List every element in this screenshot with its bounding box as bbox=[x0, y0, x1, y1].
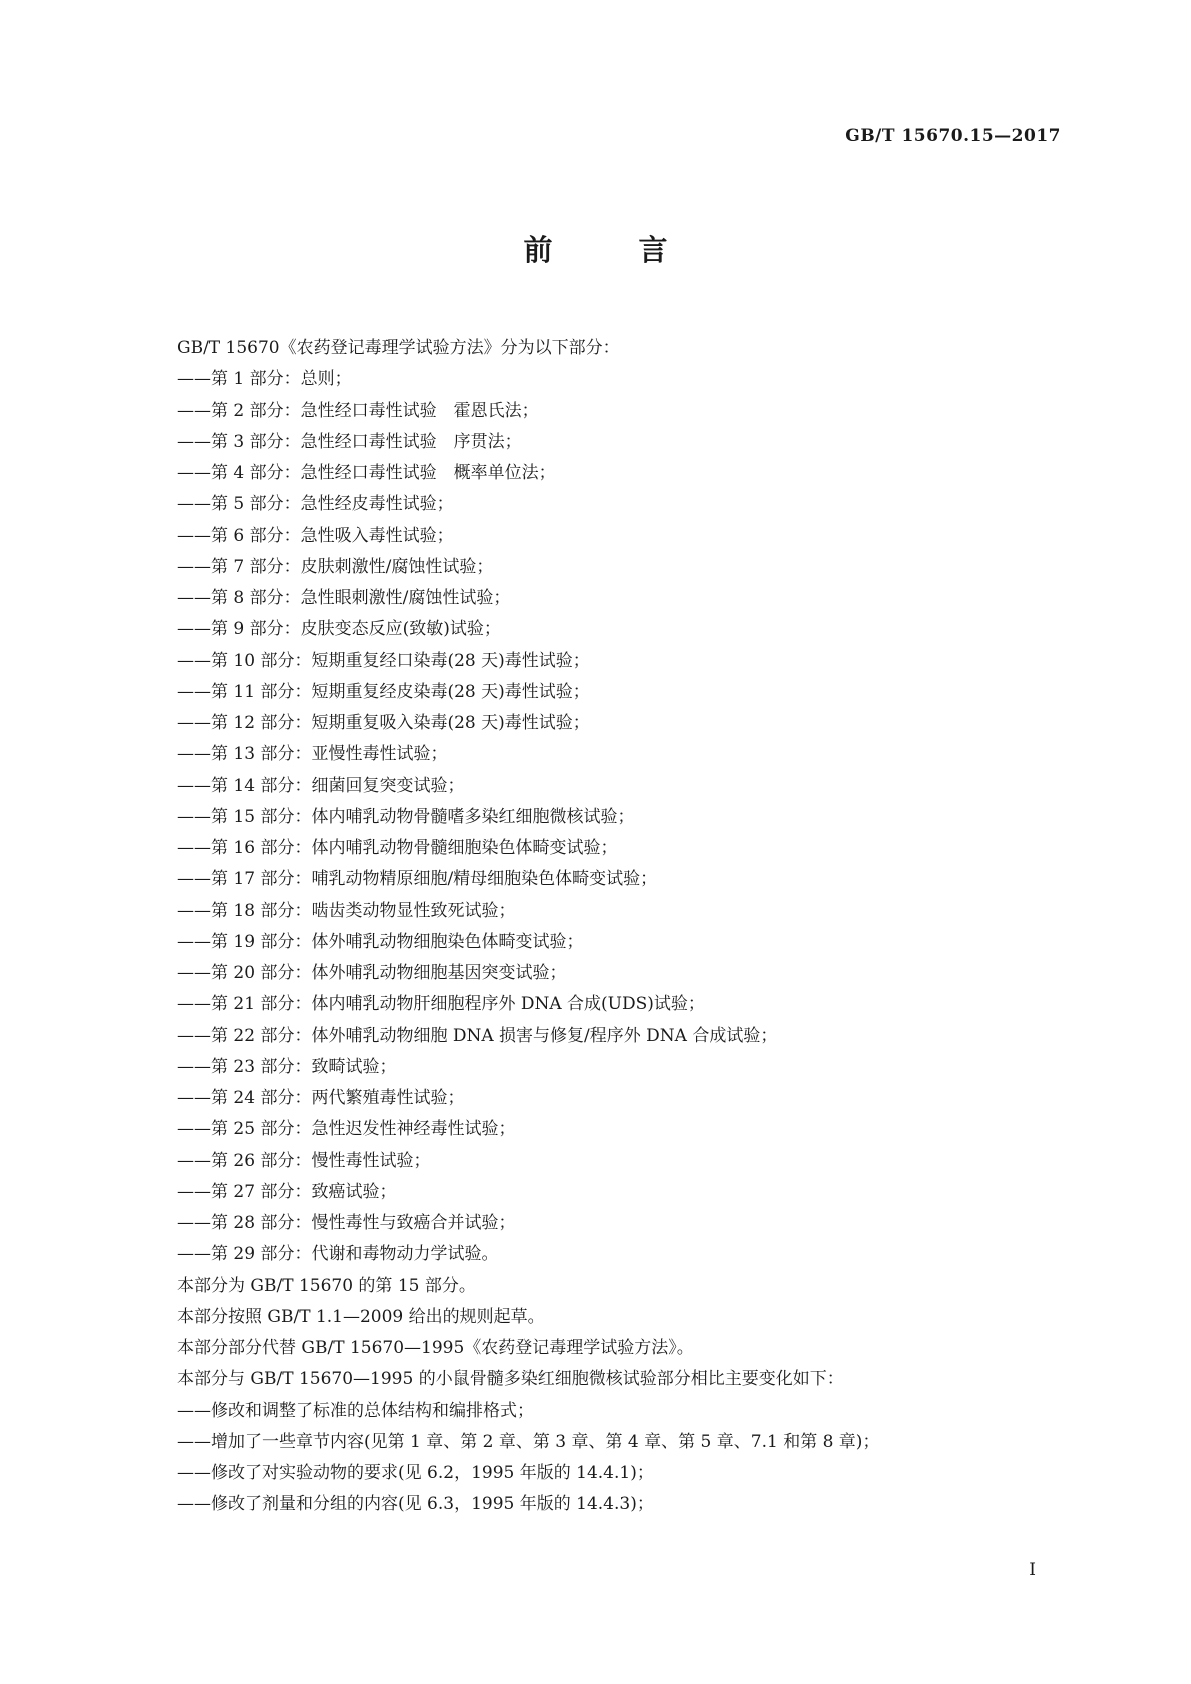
list-item: ——第 19 部分：体外哺乳动物细胞染色体畸变试验； bbox=[177, 931, 584, 952]
list-item: ——第 17 部分：哺乳动物精原细胞/精母细胞染色体畸变试验； bbox=[177, 869, 658, 890]
list-item: ——第 9 部分：皮肤变态反应(致敏)试验； bbox=[177, 619, 501, 640]
list-item: ——第 23 部分：致畸试验； bbox=[177, 1056, 397, 1077]
list-item: ——第 2 部分：急性经口毒性试验 霍恩氏法； bbox=[177, 400, 539, 421]
list-item: ——修改了剂量和分组的内容(见 6.3，1995 年版的 14.4.3)； bbox=[177, 1494, 654, 1515]
list-item: ——第 24 部分：两代繁殖毒性试验； bbox=[177, 1088, 465, 1108]
page-number: I bbox=[1029, 1560, 1036, 1580]
list-item: ——第 22 部分：体外哺乳动物细胞 DNA 损害与修复/程序外 DNA 合成试验； bbox=[177, 1025, 778, 1046]
list-item: ——第 12 部分：短期重复吸入染毒(28 天)毒性试验； bbox=[177, 713, 590, 733]
list-item: ——第 10 部分：短期重复经口染毒(28 天)毒性试验； bbox=[177, 650, 590, 671]
list-item: ——第 20 部分：体外哺乳动物细胞基因突变试验； bbox=[177, 963, 567, 983]
list-item: ——第 27 部分：致癌试验； bbox=[177, 1181, 397, 1202]
list-item: ——第 11 部分：短期重复经皮染毒(28 天)毒性试验； bbox=[177, 681, 590, 702]
list-item: ——第 8 部分：急性眼刺激性/腐蚀性试验； bbox=[177, 588, 511, 608]
list-item: ——第 29 部分：代谢和毒物动力学试验。 bbox=[177, 1244, 499, 1265]
list-item: ——第 28 部分：慢性毒性与致癌合并试验； bbox=[177, 1213, 516, 1233]
paragraph: GB/T 15670《农药登记毒理学试验方法》分为以下部分： bbox=[177, 338, 620, 358]
list-item: ——第 15 部分：体内哺乳动物骨髓嗜多染红细胞微核试验； bbox=[177, 806, 635, 827]
list-item: ——第 13 部分：亚慢性毒性试验； bbox=[177, 744, 448, 765]
list-item: ——第 3 部分：急性经口毒性试验 序贯法； bbox=[177, 431, 522, 452]
standard-number: GB/T 15670.15—2017 bbox=[845, 126, 1061, 146]
paragraph: 本部分按照 GB/T 1.1—2009 给出的规则起草。 bbox=[177, 1306, 545, 1327]
list-item: ——第 25 部分：急性迟发性神经毒性试验； bbox=[177, 1119, 516, 1140]
list-item: ——第 4 部分：急性经口毒性试验 概率单位法； bbox=[177, 463, 556, 483]
list-item: ——第 18 部分：啮齿类动物显性致死试验； bbox=[177, 900, 516, 921]
paragraph: 本部分与 GB/T 15670—1995 的小鼠骨髓多染红细胞微核试验部分相比主要变化如下： bbox=[177, 1369, 844, 1390]
list-item: ——第 7 部分：皮肤刺激性/腐蚀性试验； bbox=[177, 556, 494, 577]
list-item: ——第 16 部分：体内哺乳动物骨髓细胞染色体畸变试验； bbox=[177, 838, 618, 858]
list-item: ——第 6 部分：急性吸入毒性试验； bbox=[177, 525, 454, 546]
list-item: ——第 26 部分：慢性毒性试验； bbox=[177, 1150, 431, 1171]
list-item: ——第 14 部分：细菌回复突变试验； bbox=[177, 775, 465, 796]
list-item: ——修改和调整了标准的总体结构和编排格式； bbox=[177, 1400, 534, 1421]
paragraph: 本部分为 GB/T 15670 的第 15 部分。 bbox=[177, 1275, 476, 1296]
list-item: ——修改了对实验动物的要求(见 6.2，1995 年版的 14.4.1)； bbox=[177, 1463, 654, 1483]
document-body bbox=[177, 333, 1057, 1521]
list-item: ——增加了一些章节内容(见第 1 章、第 2 章、第 3 章、第 4 章、第 5 章、7.1 和第 8 章)； bbox=[177, 1431, 880, 1452]
list-item: ——第 5 部分：急性经皮毒性试验； bbox=[177, 494, 454, 515]
page-title: 前 言 bbox=[523, 233, 706, 267]
list-item: ——第 21 部分：体内哺乳动物肝细胞程序外 DNA 合成(UDS)试验； bbox=[177, 994, 705, 1015]
paragraph: 本部分部分代替 GB/T 15670—1995《农药登记毒理学试验方法》。 bbox=[177, 1338, 694, 1358]
list-item: ——第 1 部分：总则； bbox=[177, 369, 352, 390]
